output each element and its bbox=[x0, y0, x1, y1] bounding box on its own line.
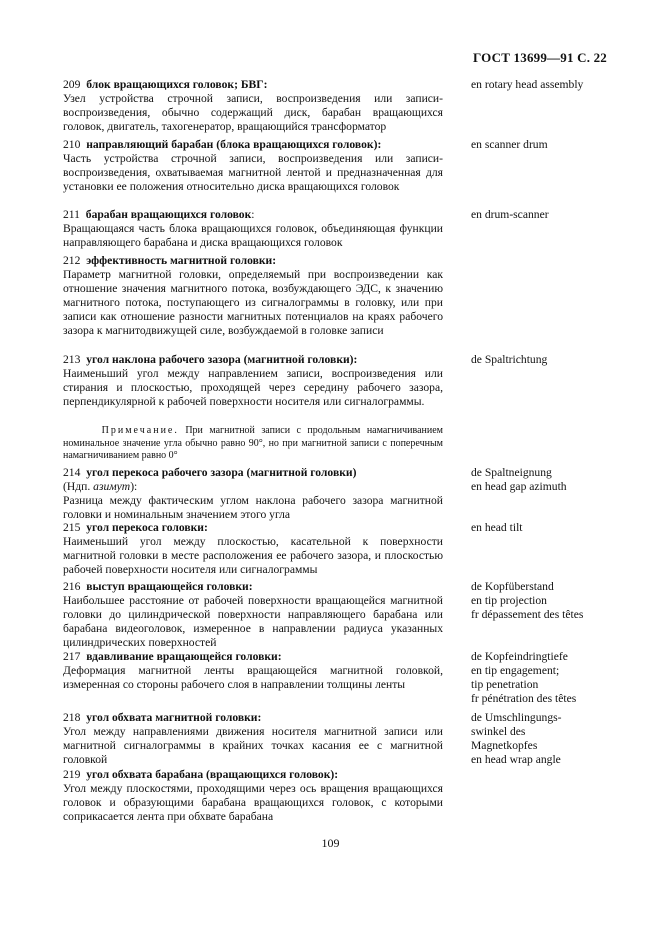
term-title: угол перекоса головки: bbox=[86, 521, 208, 534]
term-definition: Угол между плоскостями, проходящими через ось вращения вращающихся головок и образующими барабана вращающихся головок, с которыми соприкасается лента при обхвате барабана bbox=[63, 782, 443, 823]
term-definition: Разница между фактическим углом наклона рабочего зазора магнитной головки и номинальным значением этого угла bbox=[63, 494, 443, 521]
page-header: ГОСТ 13699—91 С. 22 bbox=[473, 50, 607, 65]
term-title: направляющий барабан (блока вращающихся головок): bbox=[86, 138, 382, 151]
foreign-equivalent: de Kopfeindringtiefe bbox=[471, 650, 568, 663]
foreign-equivalent: en tip projection bbox=[471, 594, 547, 607]
term-title: угол обхвата барабана (вращающихся головок): bbox=[86, 768, 339, 781]
term-title: блок вращающихся головок; БВГ: bbox=[86, 78, 268, 91]
foreign-equivalent: en drum-scanner bbox=[471, 208, 549, 221]
term-number: 214 bbox=[63, 466, 81, 479]
term-definition: Часть устройства строчной записи, воспроизведения или записи-воспроизведения, охватываемая магнитной лентой и предназначенная для установки ее положения относительно диска вращающихся головок bbox=[63, 152, 443, 193]
term-title: угол наклона рабочего зазора (магнитной головки): bbox=[86, 353, 358, 366]
foreign-equivalent: en head wrap angle bbox=[471, 753, 561, 766]
foreign-equivalent: de Spaltneignung bbox=[471, 466, 552, 479]
term-definition: Параметр магнитной головки, определяемый при воспроизведении как отношение значения магнитного потока, возбуждающего ЭДС, к значению магнитного потока, поступающего из сигналограммы в головку, или при записи как отношение разности магнитных потенциалов на краях рабочего зазора к магнитодвижущей силе, возбуждаемой в головке записи bbox=[63, 268, 443, 337]
term-number: 215 bbox=[63, 521, 81, 534]
term-number: 213 bbox=[63, 353, 81, 366]
term-definition: Узел устройства строчной записи, воспроизведения или записи-воспроизведения, обычно содержащий диск, барабан вращающихся головок, двигатель, тахогенератор, вращающийся трансформатор bbox=[63, 92, 443, 133]
foreign-equivalent: swinkel des bbox=[471, 725, 526, 738]
foreign-equivalent: en scanner drum bbox=[471, 138, 548, 151]
term-definition: Наибольшее расстояние от рабочей поверхности вращающейся магнитной головки до цилиндрической поверхности направляющего барабана или барабана видеоголовок, измеренное в направлении радиуса указанных цилиндрических поверхностей bbox=[63, 594, 443, 649]
term-number: 216 bbox=[63, 580, 81, 593]
foreign-equivalent: de Umschlingungs- bbox=[471, 711, 562, 724]
term-deprecated-prefix: (Ндп. bbox=[63, 480, 94, 493]
term-number: 210 bbox=[63, 138, 81, 151]
term-number: 219 bbox=[63, 768, 81, 781]
term-definition: Наименьший угол между плоскостью, касательной к поверхности магнитной головки в месте расположения ее рабочего зазора, и плоскостью рабочей поверхности носителя или сигналограммы bbox=[63, 535, 443, 576]
term-definition: Деформация магнитной ленты вращающейся магнитной головкой, измеренная со стороны рабочего слоя в направлении толщины ленты bbox=[63, 664, 443, 691]
term-definition: Угол между направлениями движения носителя магнитной записи или магнитной сигналограммы в крайних точках касания ее с магнитной головкой bbox=[63, 725, 443, 766]
foreign-equivalent: fr dépassement des têtes bbox=[471, 608, 584, 621]
term-number: 211 bbox=[63, 208, 80, 221]
foreign-equivalent: tip penetration bbox=[471, 678, 539, 691]
foreign-equivalent: Magnetkopfes bbox=[471, 739, 538, 752]
foreign-equivalent: fr pénétration des têtes bbox=[471, 692, 577, 705]
term-definition: Наименьший угол между направлением записи, воспроизведения или стирания и плоскостью, проходящей через середину рабочего зазора, перпендикулярной к рабочей поверхности носителя или сигналограммы. bbox=[63, 367, 443, 408]
note-text: При магнитной записи с продольным намагничиванием номинальное значение угла обычно равно 90°, но при магнитной записи с поперечным намагничиванием равно 0° bbox=[63, 425, 444, 461]
term-title: угол обхвата магнитной головки: bbox=[86, 711, 262, 724]
term-title: барабан вращающихся головок bbox=[85, 208, 252, 221]
term-note bbox=[63, 425, 443, 463]
foreign-equivalent: en rotary head assembly bbox=[471, 78, 584, 91]
term-definition: Вращающаяся часть блока вращающихся головок, объединяющая функции направляющего барабана и диска вращающихся головок bbox=[63, 222, 443, 249]
term-number: 218 bbox=[63, 711, 81, 724]
foreign-equivalent: en tip engagement; bbox=[471, 664, 560, 677]
term-deprecated-suffix: ): bbox=[130, 480, 138, 493]
page-number: 109 bbox=[321, 836, 340, 850]
note-label: Примечание. bbox=[101, 425, 179, 436]
term-title: эффективность магнитной головки: bbox=[86, 254, 277, 267]
term-deprecated: азимут bbox=[93, 480, 131, 493]
term-number: 217 bbox=[63, 650, 81, 663]
foreign-equivalent: de Kopfüberstand bbox=[471, 580, 554, 593]
term-title: угол перекоса рабочего зазора (магнитной головки) bbox=[86, 466, 357, 479]
foreign-equivalent: en head gap azimuth bbox=[471, 480, 567, 493]
term-number: 212 bbox=[63, 254, 81, 267]
term-number: 209 bbox=[63, 78, 81, 91]
foreign-equivalent: de Spaltrichtung bbox=[471, 353, 548, 366]
term-title: выступ вращающейся головки: bbox=[86, 580, 253, 593]
term-title: вдавливание вращающейся головки: bbox=[86, 650, 282, 663]
foreign-equivalent: en head tilt bbox=[471, 521, 523, 534]
